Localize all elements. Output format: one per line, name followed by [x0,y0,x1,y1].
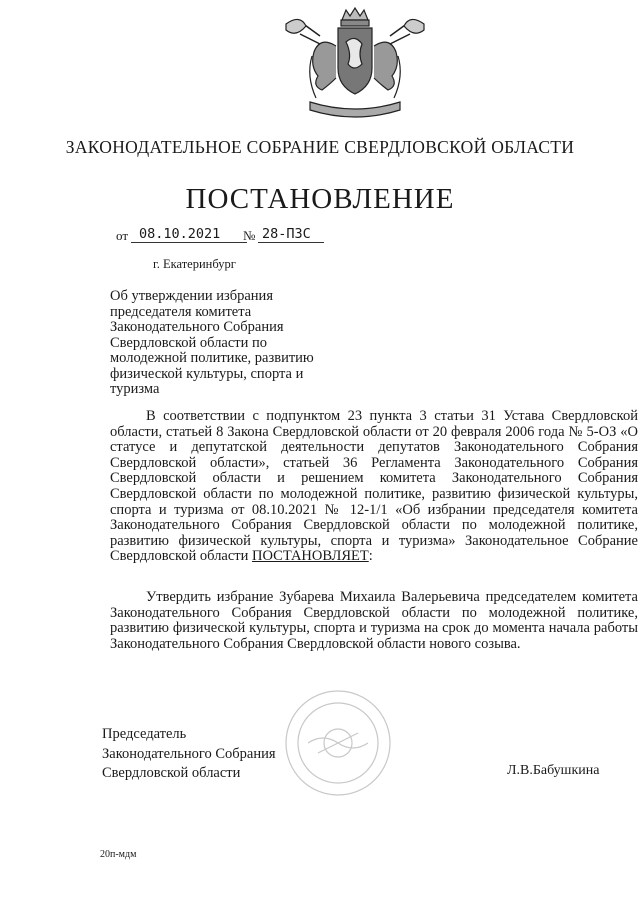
coat-of-arms-emblem [276,6,434,124]
signatory-block [102,725,276,784]
body-paragraph-2 [110,590,638,652]
number-label: № [243,228,256,243]
signatory-title-line-3: Свердловской области [102,765,241,781]
signatory-title-line-2: Законодательного Собрания [102,745,276,762]
number-field [258,226,324,243]
signatory-name: Л.В.Бабушкина [507,763,600,778]
document-subject: Об утверждении избрания председателя комитета Законодательного Собрания Свердловской области по молодежной политике, развитию физической культуры, спорта и туризма [110,288,314,397]
from-label: от [116,228,129,243]
document-type-title: ПОСТАНОВЛЕНИЕ [185,183,455,215]
official-stamp [283,688,393,798]
document-date: 08.10.2021 [131,226,247,243]
signatory-title-line-1: Председатель [102,726,187,742]
body-paragraph-1 [110,409,638,565]
footer-code: 20п-мдм [100,849,137,860]
paragraph-1-text: В соответствии с подпунктом 23 пункта 3 статьи 31 Устава Свердловской области, статьей 8 Закона Свердловской области от 20 февраля 2006 года № 5-ОЗ «О статусе и депутатской деятельности депутатов Законодательного Собрания Свердловской области», статьей 36 Регламента Законодательного Собрания Свердловской области и решением комитета Законодательного Собрания Свердловской области по молодежной политике, развитию физической культуры, спорта и туризма от 08.10.2021 № 12-1/1 «Об избрании председателя комитета Законодательного Собрания Свердловской области по молодежной политике, развитию физической культуры, спорта и туризма» Законодательное Собрание Свердловской области [110,408,638,565]
decree-word: ПОСТАНОВЛЯЕТ [252,548,369,565]
paragraph-2-text: Утвердить избрание Зубарева Михаила Валерьевича председателем комитета Законодательного Собрания Свердловской области по молодежной политике, развитию физической культуры, спорта и туризма на срок до момента начала работы Законодательного Собрания Свердловской области нового созыва. [110,589,638,652]
city-label: г. Екатеринбург [153,257,236,271]
date-field [131,226,247,243]
organization-title: ЗАКОНОДАТЕЛЬНОЕ СОБРАНИЕ СВЕРДЛОВСКОЙ ОБЛАСТИ [65,137,575,157]
decree-punct: : [368,548,373,565]
document-number: 28-ПЗС [258,226,324,243]
